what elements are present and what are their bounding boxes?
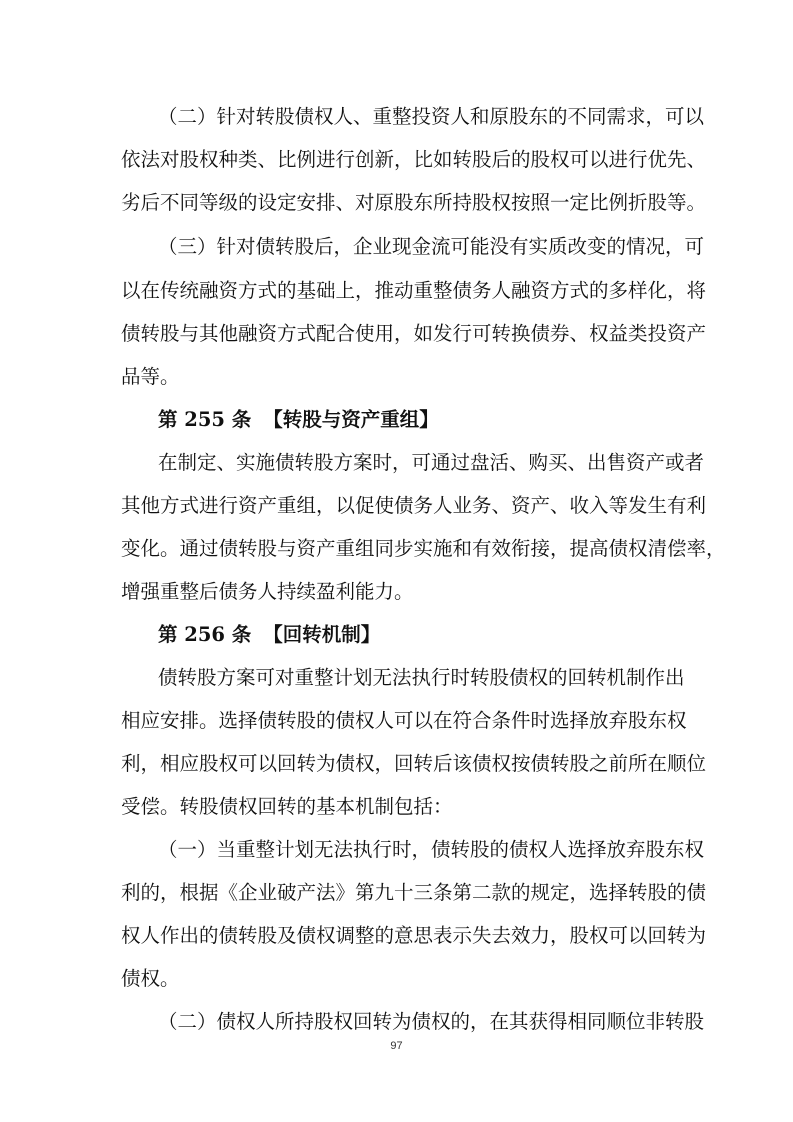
text-line: 其他方式进行资产重组，以促使债务人业务、资产、收入等发生有利 xyxy=(121,494,707,517)
text-line: （二）针对转股债权人、重整投资人和原股东的不同需求，可以 xyxy=(158,105,705,128)
article-title: 【回转机制】 xyxy=(263,623,381,646)
text-line: 利的，根据《企业破产法》第九十三条第二款的规定，选择转股的债 xyxy=(121,881,707,904)
text-line: 相应安排。选择债转股的债权人可以在符合条件时选择放弃股东权 xyxy=(121,709,687,732)
text-line: 变化。通过债转股与资产重组同步实施和有效衔接，提高债权清偿率， xyxy=(121,537,726,560)
page-number: 97 xyxy=(390,1040,403,1052)
text-line: 受偿。转股债权回转的基本机制包括： xyxy=(121,795,453,818)
text-line: （一）当重整计划无法执行时，债转股的债权人选择放弃股东权 xyxy=(158,838,705,861)
text-line: （二）债权人所持股权回转为债权的，在其获得相同顺位非转股 xyxy=(158,1010,705,1033)
text-line: 增强重整后债务人持续盈利能力。 xyxy=(121,580,414,603)
text-line: 利，相应股权可以回转为债权，回转后该债权按债转股之前所在顺位 xyxy=(121,752,707,775)
text-line: 债转股与其他融资方式配合使用，如发行可转换债券、权益类投资产 xyxy=(121,322,707,345)
text-line: 债权。 xyxy=(121,967,180,990)
article-heading-256 xyxy=(158,620,380,650)
text-line: 依法对股权种类、比例进行创新，比如转股后的股权可以进行优先、 xyxy=(121,148,707,171)
text-line: 以在传统融资方式的基础上，推动重整债务人融资方式的多样化，将 xyxy=(121,279,707,302)
article-title: 【转股与资产重组】 xyxy=(263,408,439,431)
text-line: （三）针对债转股后，企业现金流可能没有实质改变的情况，可 xyxy=(158,235,705,258)
text-line: 债转股方案可对重整计划无法执行时转股债权的回转机制作出 xyxy=(158,666,685,689)
text-line: 权人作出的债转股及债权调整的意思表示失去效力，股权可以回转为 xyxy=(121,924,707,947)
text-line: 劣后不同等级的设定安排、对原股东所持股权按照一定比例折股等。 xyxy=(121,191,707,214)
article-number: 第 256 条 xyxy=(158,623,252,646)
text-line: 品等。 xyxy=(121,365,180,388)
article-heading-255 xyxy=(158,405,439,435)
text-line: 在制定、实施债转股方案时，可通过盘活、购买、出售资产或者 xyxy=(158,451,705,474)
article-number: 第 255 条 xyxy=(158,408,252,431)
